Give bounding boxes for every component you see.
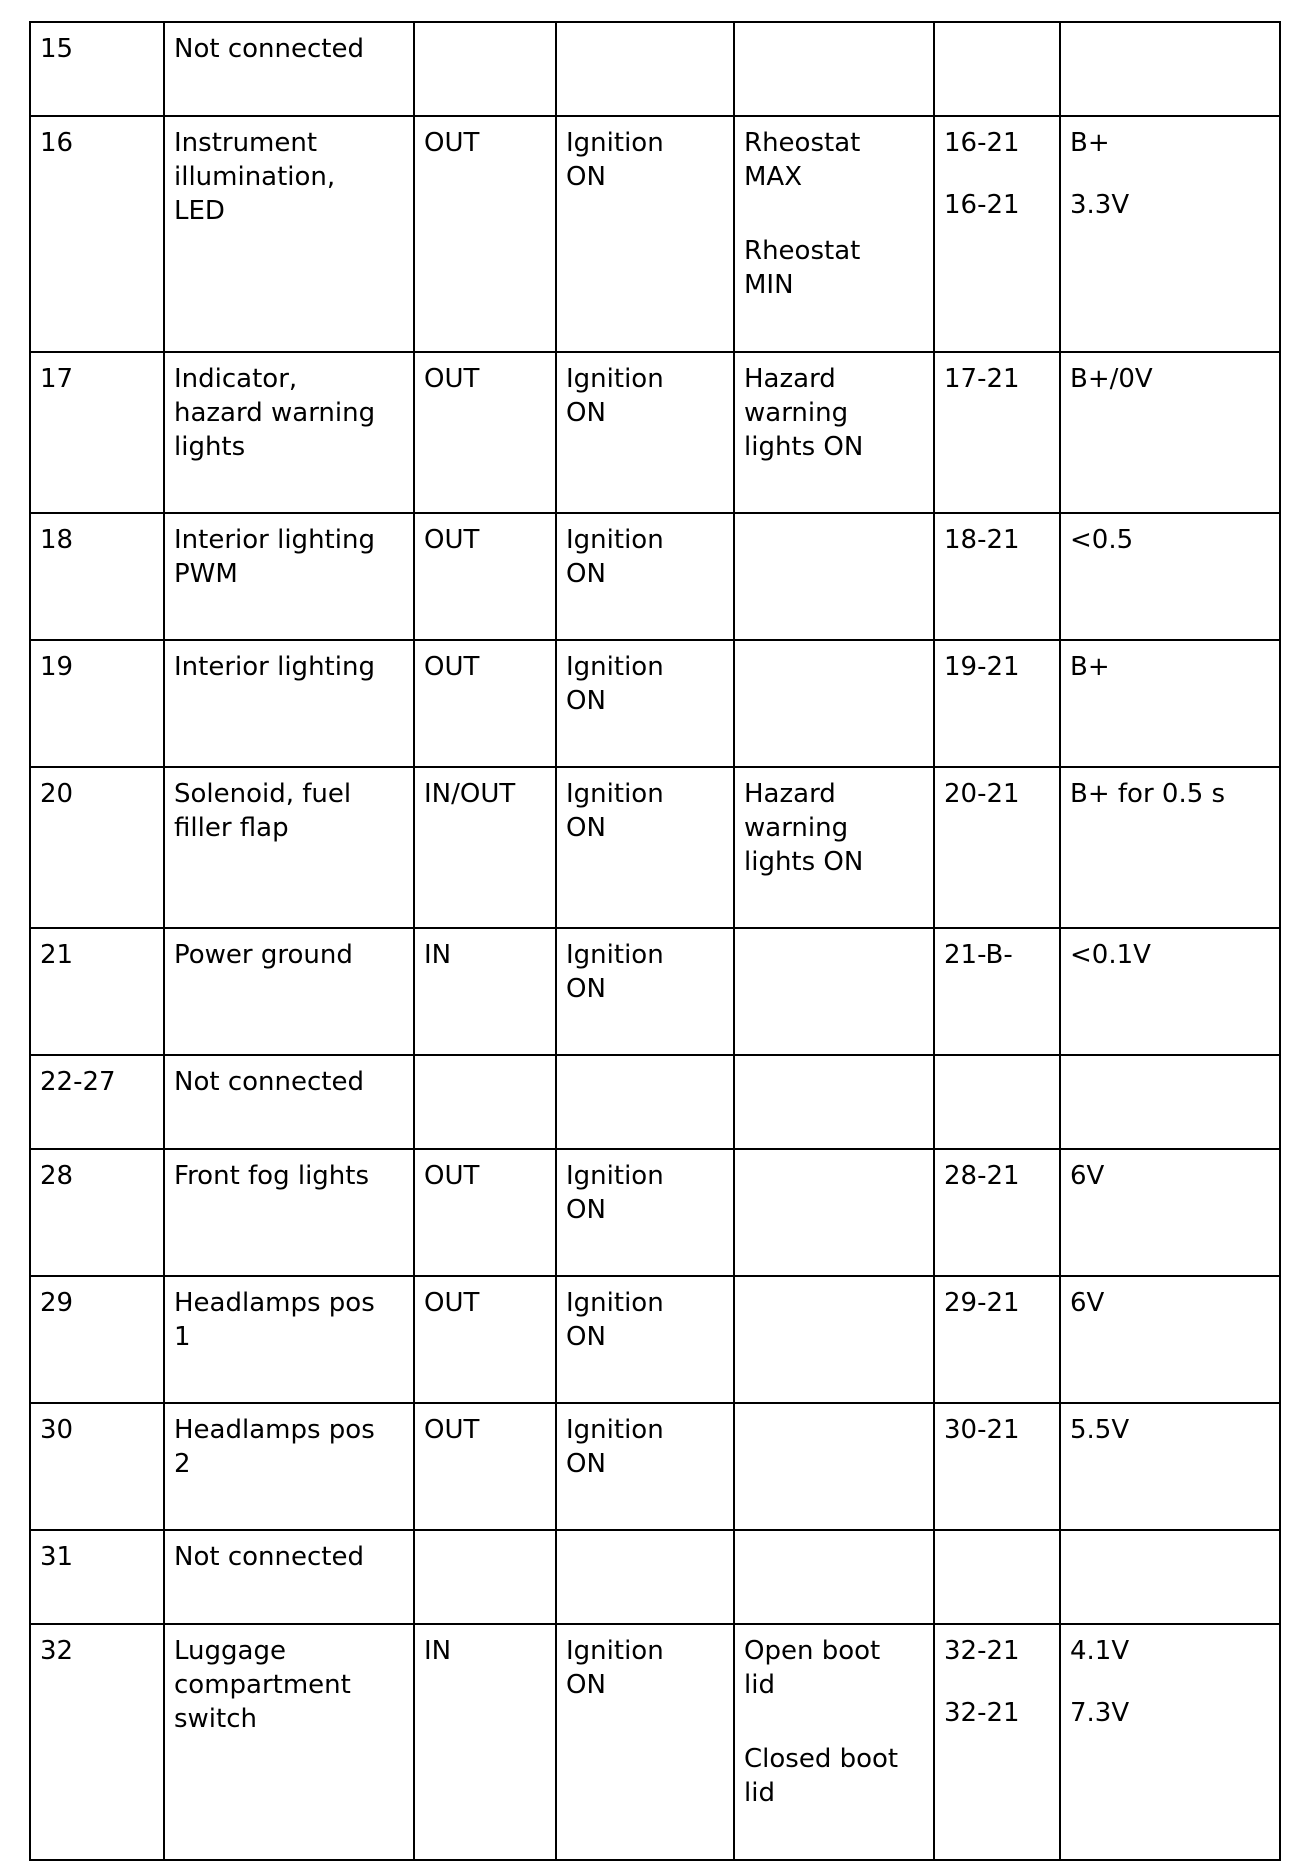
direction-text: OUT: [424, 1415, 480, 1445]
function-text: Solenoid, fuel: [174, 779, 352, 809]
direction-cell: [414, 640, 556, 767]
state-text: Hazard: [744, 364, 836, 394]
direction-cell: [414, 116, 556, 352]
condition-text: ON: [566, 974, 606, 1004]
pin-number: 18: [40, 525, 74, 555]
condition-cell: [556, 640, 734, 767]
condition-text: ON: [566, 1449, 606, 1479]
function-text: compartment: [174, 1670, 351, 1700]
state-cell: [734, 1624, 934, 1860]
function-text: switch: [174, 1704, 258, 1734]
condition-cell: [556, 767, 734, 928]
state-cell: [734, 767, 934, 928]
direction-cell: [414, 928, 556, 1055]
pin-number: 20: [40, 779, 74, 809]
value-cell: [1060, 1276, 1280, 1403]
state-text: lights ON: [744, 847, 864, 877]
measure-cell: [934, 1149, 1060, 1276]
condition-cell: [556, 928, 734, 1055]
direction-cell: [414, 1530, 556, 1624]
table-row: [30, 640, 1280, 767]
measure-points: 32-21: [944, 1636, 1020, 1666]
table-row: [30, 1403, 1280, 1530]
function-cell: [164, 352, 414, 513]
condition-cell: [556, 1624, 734, 1860]
condition-text: Ignition: [566, 1636, 664, 1666]
measure-points: 30-21: [944, 1415, 1020, 1445]
state-text: Open boot: [744, 1636, 881, 1666]
function-text: LED: [174, 196, 225, 226]
table-row: [30, 767, 1280, 928]
table-row: [30, 1624, 1280, 1860]
value-cell: [1060, 22, 1280, 116]
state-cell: [734, 22, 934, 116]
direction-text: IN: [424, 940, 452, 970]
measure-cell: [934, 1055, 1060, 1149]
pin-number: 17: [40, 364, 74, 394]
measure-cell: [934, 1530, 1060, 1624]
condition-text: Ignition: [566, 128, 664, 158]
direction-cell: [414, 1055, 556, 1149]
direction-cell: [414, 767, 556, 928]
direction-cell: [414, 513, 556, 640]
expected-value: B+ for 0.5 s: [1070, 779, 1226, 809]
condition-cell: [556, 116, 734, 352]
pin-cell: [30, 513, 164, 640]
function-text: Not connected: [174, 1542, 364, 1572]
condition-text: ON: [566, 162, 606, 192]
state-text: MAX: [744, 162, 803, 192]
expected-value: 6V: [1070, 1161, 1105, 1191]
state-cell: [734, 352, 934, 513]
table-row: [30, 352, 1280, 513]
state-cell: [734, 1403, 934, 1530]
state-text: lights ON: [744, 432, 864, 462]
direction-cell: [414, 1149, 556, 1276]
function-cell: [164, 116, 414, 352]
function-text: Headlamps pos: [174, 1415, 375, 1445]
pin-cell: [30, 1149, 164, 1276]
table-row: [30, 116, 1280, 352]
direction-text: OUT: [424, 1288, 480, 1318]
value-cell: [1060, 1149, 1280, 1276]
function-text: Not connected: [174, 34, 364, 64]
table-row: [30, 1055, 1280, 1149]
condition-text: ON: [566, 559, 606, 589]
expected-value: B+/0V: [1070, 364, 1153, 394]
measure-cell: [934, 513, 1060, 640]
function-text: illumination,: [174, 162, 336, 192]
condition-cell: [556, 1403, 734, 1530]
condition-cell: [556, 352, 734, 513]
state-text: MIN: [744, 270, 794, 300]
condition-text: ON: [566, 1195, 606, 1225]
condition-text: Ignition: [566, 779, 664, 809]
pin-cell: [30, 767, 164, 928]
pin-number: 19: [40, 652, 74, 682]
table-row: [30, 1530, 1280, 1624]
state-text: warning: [744, 398, 849, 428]
value-cell: [1060, 767, 1280, 928]
condition-text: Ignition: [566, 525, 664, 555]
measure-cell: [934, 928, 1060, 1055]
pin-cell: [30, 1530, 164, 1624]
condition-cell: [556, 513, 734, 640]
group-spacer: [944, 1668, 1051, 1696]
direction-cell: [414, 352, 556, 513]
function-text: lights: [174, 432, 246, 462]
measure-points: 29-21: [944, 1288, 1020, 1318]
direction-text: OUT: [424, 525, 480, 555]
direction-text: OUT: [424, 364, 480, 394]
measure-points: 21-B-: [944, 940, 1013, 970]
condition-text: ON: [566, 1322, 606, 1352]
function-text: 1: [174, 1322, 191, 1352]
expected-value: <0.5: [1070, 525, 1134, 555]
measure-points: 20-21: [944, 779, 1020, 809]
condition-text: ON: [566, 1670, 606, 1700]
condition-text: Ignition: [566, 1161, 664, 1191]
value-cell: [1060, 513, 1280, 640]
state-text: Rheostat: [744, 128, 861, 158]
pin-number: 30: [40, 1415, 74, 1445]
table-row: [30, 1276, 1280, 1403]
function-text: hazard warning: [174, 398, 376, 428]
table-row: [30, 1149, 1280, 1276]
function-text: Interior lighting: [174, 525, 375, 555]
direction-text: OUT: [424, 1161, 480, 1191]
measure-points: 19-21: [944, 652, 1020, 682]
value-cell: [1060, 1055, 1280, 1149]
function-text: PWM: [174, 559, 238, 589]
function-cell: [164, 767, 414, 928]
group-spacer: [1070, 1668, 1271, 1696]
expected-value: 5.5V: [1070, 1415, 1130, 1445]
value-cell: [1060, 928, 1280, 1055]
function-text: Front fog lights: [174, 1161, 370, 1191]
state-text: lid: [744, 1778, 775, 1808]
condition-text: Ignition: [566, 1288, 664, 1318]
state-cell: [734, 116, 934, 352]
condition-text: ON: [566, 813, 606, 843]
condition-text: ON: [566, 686, 606, 716]
state-text: Closed boot: [744, 1744, 899, 1774]
pin-number: 31: [40, 1542, 74, 1572]
value-cell: [1060, 116, 1280, 352]
condition-text: ON: [566, 398, 606, 428]
state-cell: [734, 513, 934, 640]
direction-text: OUT: [424, 652, 480, 682]
expected-value: <0.1V: [1070, 940, 1151, 970]
pin-number: 32: [40, 1636, 74, 1666]
state-cell: [734, 1530, 934, 1624]
direction-cell: [414, 1624, 556, 1860]
state-cell: [734, 1276, 934, 1403]
measure-cell: [934, 767, 1060, 928]
function-text: filler flap: [174, 813, 289, 843]
measure-points: 18-21: [944, 525, 1020, 555]
group-spacer: [944, 160, 1051, 188]
value-cell: [1060, 1403, 1280, 1530]
pin-cell: [30, 22, 164, 116]
function-cell: [164, 640, 414, 767]
state-cell: [734, 1055, 934, 1149]
measure-points: 17-21: [944, 364, 1020, 394]
condition-cell: [556, 1055, 734, 1149]
measure-points: 16-21: [944, 128, 1020, 158]
function-text: 2: [174, 1449, 191, 1479]
measure-points: 28-21: [944, 1161, 1020, 1191]
measure-cell: [934, 1276, 1060, 1403]
direction-cell: [414, 22, 556, 116]
expected-value: 7.3V: [1070, 1698, 1130, 1728]
function-cell: [164, 928, 414, 1055]
condition-text: Ignition: [566, 652, 664, 682]
state-text: Rheostat: [744, 236, 861, 266]
table-body: [30, 22, 1280, 1860]
function-text: Luggage: [174, 1636, 286, 1666]
function-cell: [164, 1055, 414, 1149]
function-text: Interior lighting: [174, 652, 375, 682]
function-text: Instrument: [174, 128, 318, 158]
function-cell: [164, 1530, 414, 1624]
expected-value: B+: [1070, 128, 1110, 158]
state-text: Hazard: [744, 779, 836, 809]
direction-cell: [414, 1403, 556, 1530]
direction-text: IN: [424, 1636, 452, 1666]
measure-cell: [934, 640, 1060, 767]
pin-number: 28: [40, 1161, 74, 1191]
value-cell: [1060, 640, 1280, 767]
pin-number: 21: [40, 940, 74, 970]
measure-cell: [934, 352, 1060, 513]
state-cell: [734, 640, 934, 767]
function-text: Headlamps pos: [174, 1288, 375, 1318]
condition-cell: [556, 1276, 734, 1403]
function-text: Indicator,: [174, 364, 298, 394]
connector-pinout-table: [29, 21, 1281, 1861]
condition-cell: [556, 22, 734, 116]
function-text: Not connected: [174, 1067, 364, 1097]
condition-text: Ignition: [566, 1415, 664, 1445]
pin-number: 15: [40, 34, 74, 64]
direction-cell: [414, 1276, 556, 1403]
condition-text: Ignition: [566, 940, 664, 970]
value-cell: [1060, 352, 1280, 513]
function-cell: [164, 1276, 414, 1403]
pin-cell: [30, 116, 164, 352]
measure-cell: [934, 116, 1060, 352]
state-cell: [734, 1149, 934, 1276]
pin-cell: [30, 352, 164, 513]
state-text: lid: [744, 1670, 775, 1700]
pin-number: 29: [40, 1288, 74, 1318]
function-cell: [164, 513, 414, 640]
function-text: Power ground: [174, 940, 353, 970]
table-row: [30, 22, 1280, 116]
function-cell: [164, 1403, 414, 1530]
measure-cell: [934, 1624, 1060, 1860]
pin-cell: [30, 1403, 164, 1530]
function-cell: [164, 1149, 414, 1276]
state-cell: [734, 928, 934, 1055]
group-spacer: [744, 194, 925, 234]
expected-value: 3.3V: [1070, 190, 1130, 220]
value-cell: [1060, 1624, 1280, 1860]
direction-text: OUT: [424, 128, 480, 158]
condition-text: Ignition: [566, 364, 664, 394]
measure-points: 32-21: [944, 1698, 1020, 1728]
pin-cell: [30, 1055, 164, 1149]
table-row: [30, 513, 1280, 640]
value-cell: [1060, 1530, 1280, 1624]
function-cell: [164, 1624, 414, 1860]
group-spacer: [744, 1702, 925, 1742]
pin-cell: [30, 640, 164, 767]
expected-value: 4.1V: [1070, 1636, 1130, 1666]
pin-cell: [30, 1624, 164, 1860]
expected-value: 6V: [1070, 1288, 1105, 1318]
expected-value: B+: [1070, 652, 1110, 682]
state-text: warning: [744, 813, 849, 843]
pin-cell: [30, 1276, 164, 1403]
pin-cell: [30, 928, 164, 1055]
measure-cell: [934, 22, 1060, 116]
measure-points: 16-21: [944, 190, 1020, 220]
function-cell: [164, 22, 414, 116]
measure-cell: [934, 1403, 1060, 1530]
direction-text: IN/OUT: [424, 779, 516, 809]
condition-cell: [556, 1149, 734, 1276]
pin-number: 22-27: [40, 1067, 116, 1097]
table-row: [30, 928, 1280, 1055]
group-spacer: [1070, 160, 1271, 188]
pin-number: 16: [40, 128, 74, 158]
condition-cell: [556, 1530, 734, 1624]
